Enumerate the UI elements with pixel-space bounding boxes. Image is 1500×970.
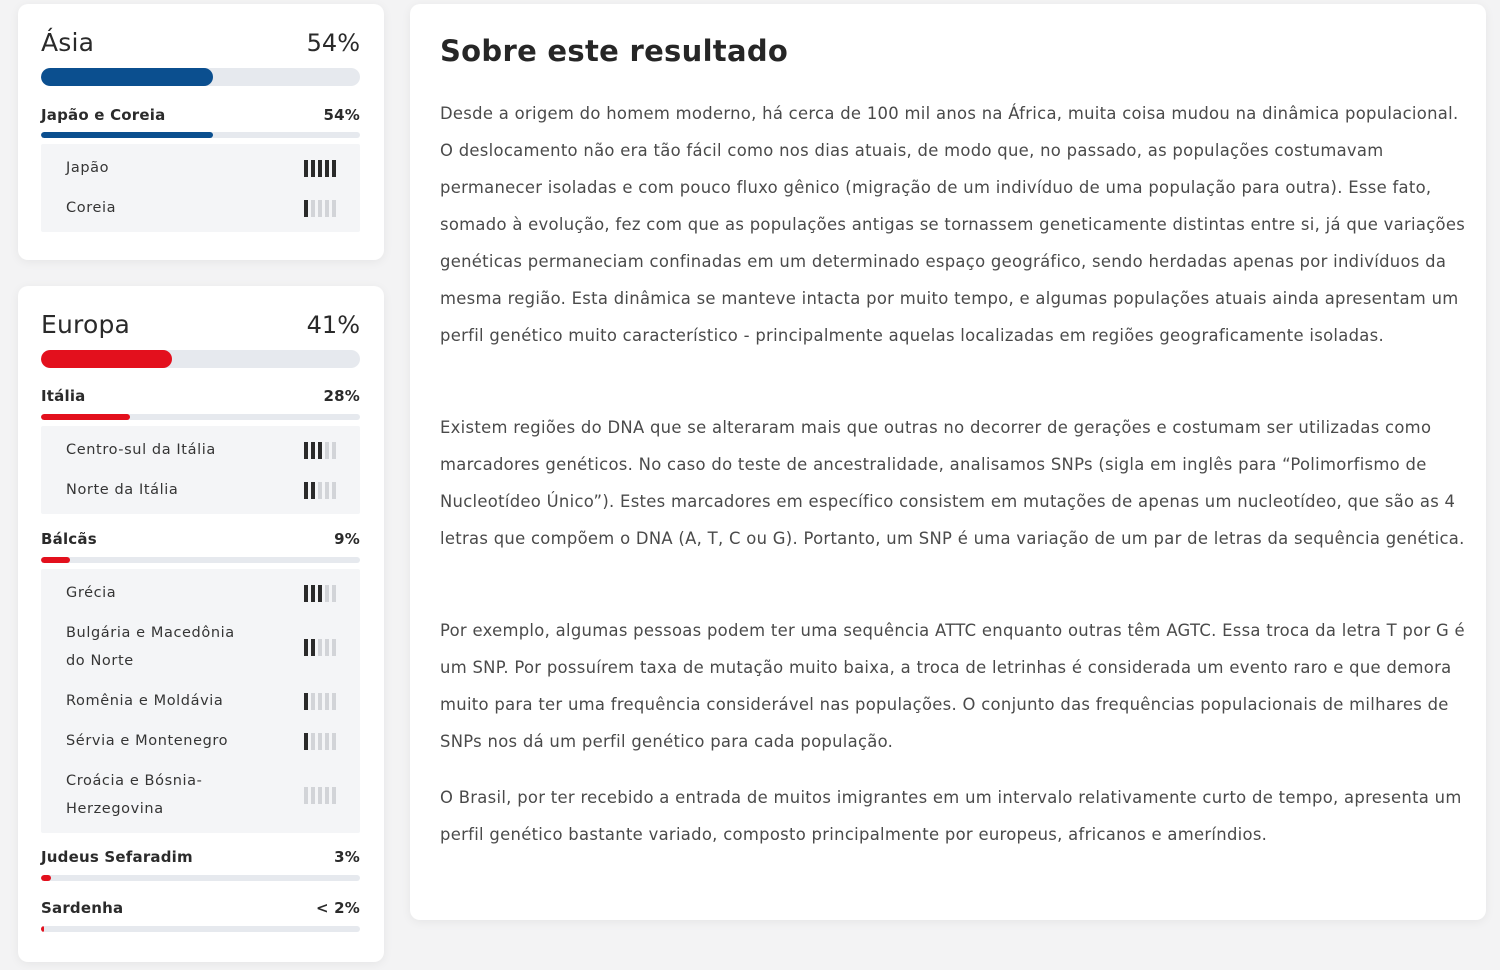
population-name: Japão [66, 160, 110, 176]
population-row [66, 194, 336, 222]
population-level-indicator [304, 787, 336, 804]
subregion-header[interactable] [41, 530, 360, 548]
level-tick [304, 693, 308, 710]
level-tick [318, 639, 322, 656]
level-tick [325, 639, 329, 656]
population-level-indicator [304, 482, 336, 499]
level-tick [318, 482, 322, 499]
subregion-name: Sardenha [41, 899, 124, 917]
level-tick [318, 442, 322, 459]
subregion-progress-fill [41, 557, 70, 563]
level-tick [311, 787, 315, 804]
subregion-name: Judeus Sefaradim [41, 848, 193, 866]
level-tick [304, 733, 308, 750]
level-tick [311, 585, 315, 602]
subregion-progress-fill [41, 414, 130, 420]
region-percentage: 54% [306, 29, 360, 57]
level-tick [304, 442, 308, 459]
region-header [41, 28, 360, 57]
region-header [41, 310, 360, 339]
region-name: Europa [41, 310, 131, 339]
subregion-header[interactable] [41, 899, 360, 917]
about-paragraph: Existem regiões do DNA que se alteraram mais que outras no decorrer de gerações e costumam ser utilizadas como marcadores genéticos. No caso do teste de ancestralidade, analisamos SNPs (sigla em inglês para “Polimorfismo de Nucleotídeo Único”). Estes marcadores em específico consistem em mutações de apenas um nucleotídeo, que são as 4 letras que compõem o DNA (A, T, C ou G). Portanto, um SNP é uma variação de um par de letras da sequência genética. [440, 418, 1465, 548]
level-tick [304, 639, 308, 656]
level-tick [311, 482, 315, 499]
region-progress-fill [41, 68, 213, 86]
about-paragraph: O Brasil, por ter recebido a entrada de muitos imigrantes em um intervalo relativamente curto de tempo, apresenta um perfil genético bastante variado, composto principalmente por europeus, africanos e ameríndios. [440, 788, 1462, 844]
population-level-indicator [304, 733, 336, 750]
level-tick [332, 787, 336, 804]
level-tick [325, 787, 329, 804]
level-tick [311, 693, 315, 710]
region-name: Ásia [41, 28, 95, 57]
level-tick [332, 442, 336, 459]
asia-card [18, 4, 384, 260]
about-paragraph: Por exemplo, algumas pessoas podem ter uma sequência ATTC enquanto outras têm AGTC. Essa troca da letra T por G é um SNP. Por possuírem taxa de mutação muito baixa, a troca de letrinhas é considerada um evento raro e que demora muito para ter uma frequência considerável nas populações. O conjunto das frequências populacionais de milhares de SNPs nos dá um perfil genético para cada população. [440, 621, 1465, 751]
level-tick [325, 160, 329, 177]
population-name: Coreia [66, 200, 117, 216]
population-row [66, 579, 336, 607]
level-tick [318, 585, 322, 602]
level-tick [332, 482, 336, 499]
subregion-progress-bar [41, 132, 360, 138]
level-tick [325, 482, 329, 499]
level-tick [304, 200, 308, 217]
subregion-progress-bar [41, 875, 360, 881]
level-tick [325, 442, 329, 459]
about-result-card [410, 4, 1486, 920]
population-row [66, 476, 336, 504]
subregion-name: Bálcãs [41, 530, 97, 548]
about-paragraph: Desde a origem do homem moderno, há cerca de 100 mil anos na África, muita coisa mudou na dinâmica populacional. O deslocamento não era tão fácil como nos dias atuais, de modo que, no passado, as populações costumavam permanecer isoladas e com pouco fluxo gênico (migração de um indivíduo de uma população para outra). Esse fato, somado à evolução, fez com que as populações antigas se tornassem geneticamente distintas entre si, já que variações genéticas permaneciam confinadas em um determinado espaço geográfico, sendo herdadas apenas por indivíduos da mesma região. Esta dinâmica se manteve intacta por muito tempo, e algumas populações atuais ainda apresentam um perfil genético muito característico - principalmente aquelas localizadas em regiões geograficamente isoladas. [440, 104, 1466, 345]
subregion-percentage: 54% [323, 106, 360, 124]
subregion-percentage: < 2% [315, 899, 360, 917]
subregion-header[interactable] [41, 387, 360, 405]
level-tick [318, 160, 322, 177]
subregion-progress-bar [41, 557, 360, 563]
subregion-progress-bar [41, 926, 360, 932]
subregion-progress-fill [41, 875, 51, 881]
level-tick [304, 160, 308, 177]
population-level-indicator [304, 200, 336, 217]
population-name: Centro-sul da Itália [66, 442, 216, 458]
level-tick [325, 693, 329, 710]
region-progress-bar [41, 68, 360, 86]
level-tick [304, 585, 308, 602]
subregion-name: Itália [41, 387, 86, 405]
level-tick [325, 733, 329, 750]
level-tick [304, 787, 308, 804]
level-tick [318, 200, 322, 217]
subregion-progress-bar [41, 414, 360, 420]
level-tick [332, 639, 336, 656]
level-tick [332, 693, 336, 710]
population-row [66, 767, 336, 823]
level-tick [318, 693, 322, 710]
population-level-indicator [304, 693, 336, 710]
subregion-percentage: 3% [334, 848, 360, 866]
population-row [66, 687, 336, 715]
level-tick [332, 200, 336, 217]
subregion-progress-fill [41, 132, 213, 138]
subregion-header[interactable] [41, 106, 360, 124]
europe-card [18, 286, 384, 962]
population-name: Croácia e Bósnia-Herzegovina [66, 773, 203, 817]
region-progress-bar [41, 350, 360, 368]
population-name: Bulgária e Macedônia do Norte [66, 625, 235, 669]
population-row [66, 727, 336, 755]
population-level-indicator [304, 639, 336, 656]
population-row [66, 154, 336, 182]
level-tick [325, 585, 329, 602]
subregion-name: Japão e Coreia [41, 106, 166, 124]
region-progress-fill [41, 350, 172, 368]
level-tick [311, 160, 315, 177]
level-tick [311, 442, 315, 459]
level-tick [332, 733, 336, 750]
population-level-indicator [304, 160, 336, 177]
population-name: Romênia e Moldávia [66, 693, 224, 709]
subregion-percentage: 28% [323, 387, 360, 405]
subregion-percentage: 9% [334, 530, 360, 548]
level-tick [332, 585, 336, 602]
population-name: Grécia [66, 585, 117, 601]
level-tick [318, 787, 322, 804]
population-list [41, 426, 360, 514]
level-tick [325, 200, 329, 217]
level-tick [311, 200, 315, 217]
level-tick [311, 639, 315, 656]
population-list [41, 569, 360, 833]
population-level-indicator [304, 585, 336, 602]
level-tick [332, 160, 336, 177]
about-title: Sobre este resultado [440, 34, 789, 68]
level-tick [318, 733, 322, 750]
population-name: Norte da Itália [66, 482, 179, 498]
level-tick [311, 733, 315, 750]
region-percentage: 41% [306, 311, 360, 339]
population-row [66, 436, 336, 464]
population-list [41, 144, 360, 232]
subregion-header[interactable] [41, 848, 360, 866]
population-name: Sérvia e Montenegro [66, 733, 229, 749]
population-row [66, 619, 336, 675]
subregion-progress-fill [41, 926, 44, 932]
level-tick [304, 482, 308, 499]
population-level-indicator [304, 442, 336, 459]
